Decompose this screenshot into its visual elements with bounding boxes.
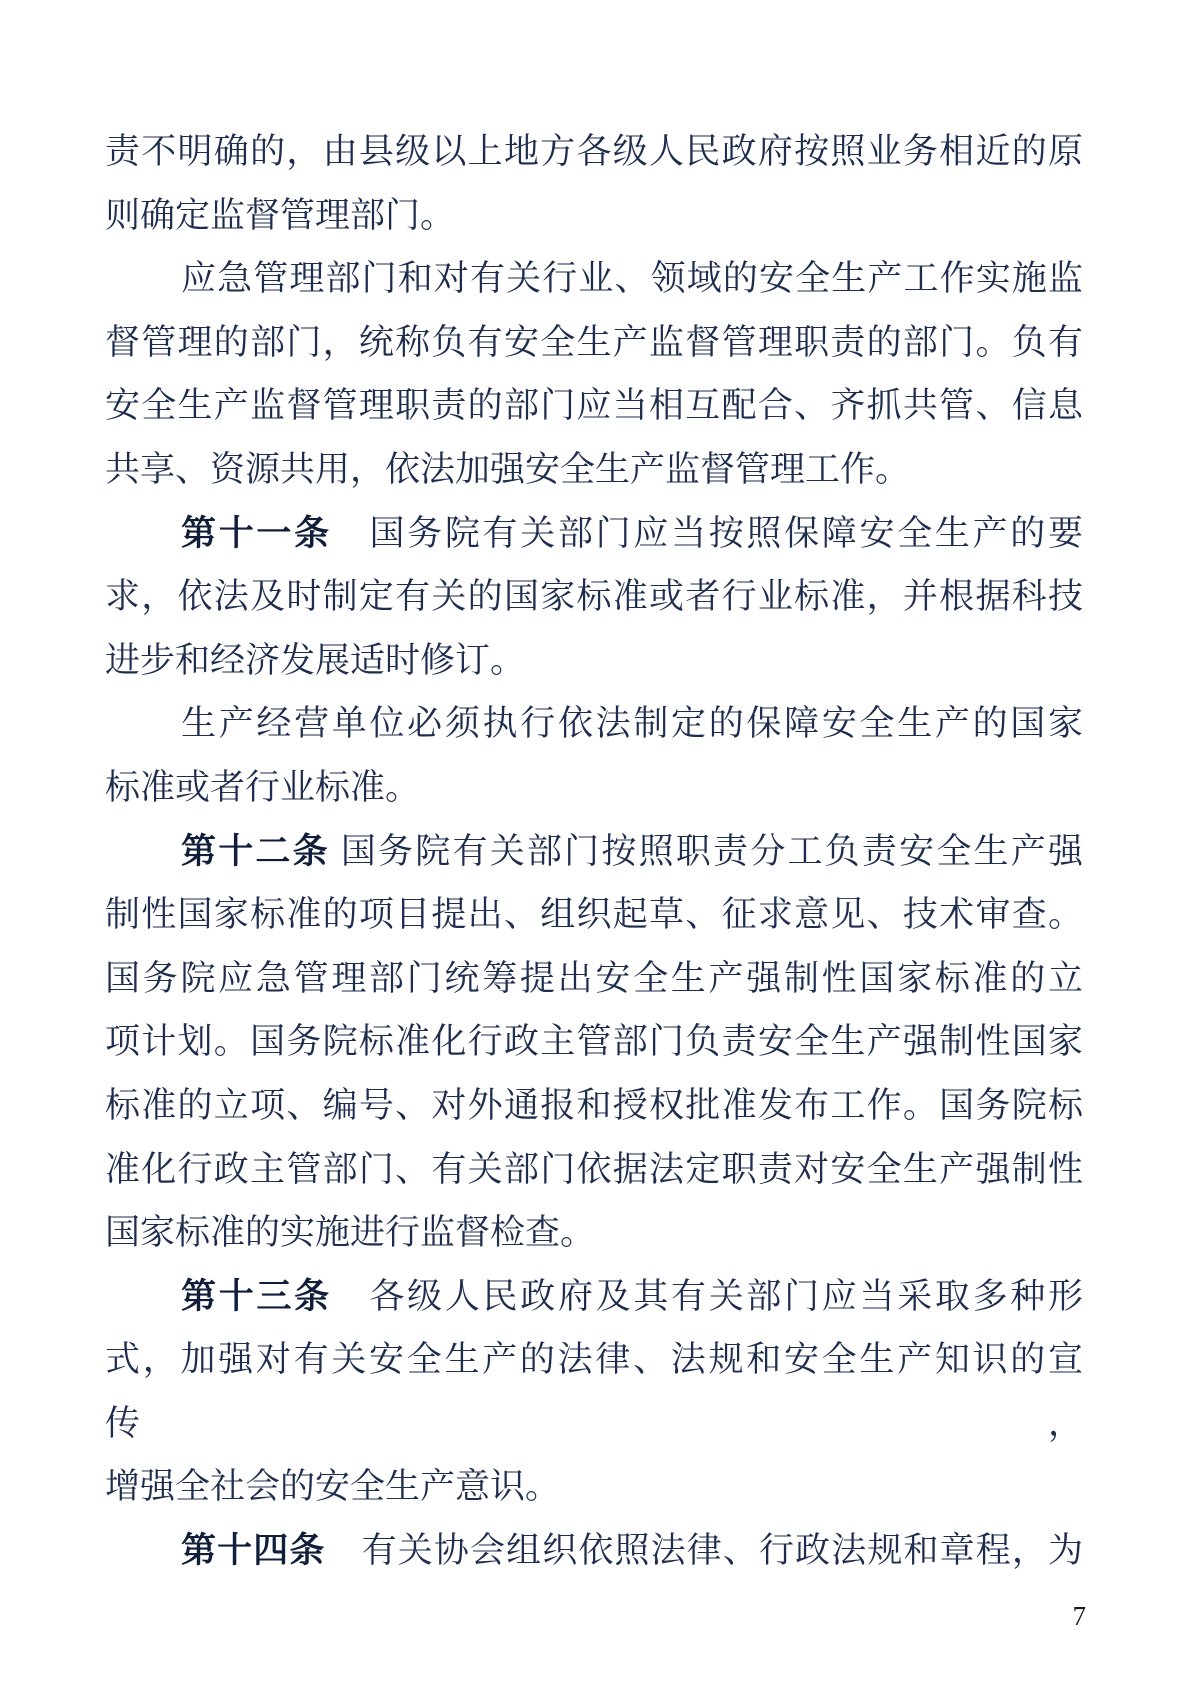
text-line <box>105 820 1083 884</box>
text-line <box>105 1010 1083 1074</box>
text-line <box>105 502 1083 566</box>
text-line <box>105 120 1083 184</box>
text-run: 督管理的部门，统称负有安全生产监督管理职责的部门。负有 <box>105 322 1083 362</box>
article-number: 第十三条 <box>181 1276 332 1316</box>
text-line <box>105 629 1083 693</box>
text-run: 国务院有关部门应当按照保障安全生产的要 <box>331 513 1083 553</box>
text-run: 责不明确的，由县级以上地方各级人民政府按照业务相近的原 <box>105 132 1083 171</box>
paragraph <box>105 120 1083 247</box>
text-run: 各级人民政府及其有关部门应当采取多种形 <box>331 1276 1083 1316</box>
text-run: 准化行政主管部门、有关部门依据法定职责对安全生产强制性 <box>105 1149 1083 1189</box>
article-number: 第十四条 <box>181 1531 326 1571</box>
text-run: 有关协会组织依照法律、行政法规和章程，为 <box>325 1531 1083 1571</box>
text-run: 国家标准的实施进行监督检查。 <box>105 1213 596 1253</box>
paragraph <box>105 1519 1083 1583</box>
text-run: 安全生产监督管理职责的部门应当相互配合、齐抓共管、信息 <box>105 386 1083 426</box>
text-run: 共享、资源共用，依法加强安全生产监督管理工作。 <box>105 449 911 489</box>
text-line <box>105 1519 1083 1583</box>
text-line <box>105 756 1083 820</box>
paragraph <box>105 502 1083 693</box>
text-line <box>105 1265 1083 1329</box>
text-line <box>105 692 1083 756</box>
text-run: 国务院有关部门按照职责分工负责安全生产强 <box>329 831 1083 871</box>
text-line <box>105 1201 1083 1265</box>
text-run: 项计划。国务院标准化行政主管部门负责安全生产强制性国家 <box>105 1022 1083 1062</box>
text-line <box>105 1138 1083 1202</box>
page-number: 7 <box>1072 1601 1086 1631</box>
text-line <box>105 1455 1083 1519</box>
text-line <box>105 565 1083 629</box>
text-run: 进步和经济发展适时修订。 <box>105 640 526 680</box>
paragraph <box>105 692 1083 819</box>
text-block <box>105 120 1083 1583</box>
text-run: 求，依法及时制定有关的国家标准或者行业标准，并根据科技 <box>105 577 1083 617</box>
article-number: 第十一条 <box>181 513 332 553</box>
paragraph <box>105 247 1083 501</box>
text-run: 标准的立项、编号、对外通报和授权批准发布工作。国务院标 <box>105 1085 1083 1125</box>
text-line <box>105 247 1083 311</box>
text-line <box>105 438 1083 502</box>
text-run: 国务院应急管理部门统筹提出安全生产强制性国家标准的立 <box>105 958 1083 998</box>
text-run: 标准或者行业标准。 <box>105 767 421 807</box>
text-line <box>105 1074 1083 1138</box>
text-line <box>105 883 1083 947</box>
text-line <box>105 311 1083 375</box>
paragraph <box>105 1265 1083 1519</box>
text-run: 式，加强对有关安全生产的法律、法规和安全生产知识的宣传， <box>105 1340 1083 1443</box>
text-run: 增强全社会的安全生产意识。 <box>105 1467 561 1507</box>
text-run: 则确定监督管理部门。 <box>105 195 456 235</box>
paragraph <box>105 820 1083 1265</box>
text-line <box>105 184 1083 248</box>
article-number: 第十二条 <box>181 831 330 871</box>
text-line <box>105 1328 1083 1455</box>
text-run: 制性国家标准的项目提出、组织起草、征求意见、技术审查。 <box>105 895 1083 935</box>
text-run: 应急管理部门和对有关行业、领域的安全生产工作实施监 <box>181 259 1083 299</box>
text-line <box>105 947 1083 1011</box>
text-line <box>105 374 1083 438</box>
text-run: 生产经营单位必须执行依法制定的保障安全生产的国家 <box>181 704 1083 744</box>
